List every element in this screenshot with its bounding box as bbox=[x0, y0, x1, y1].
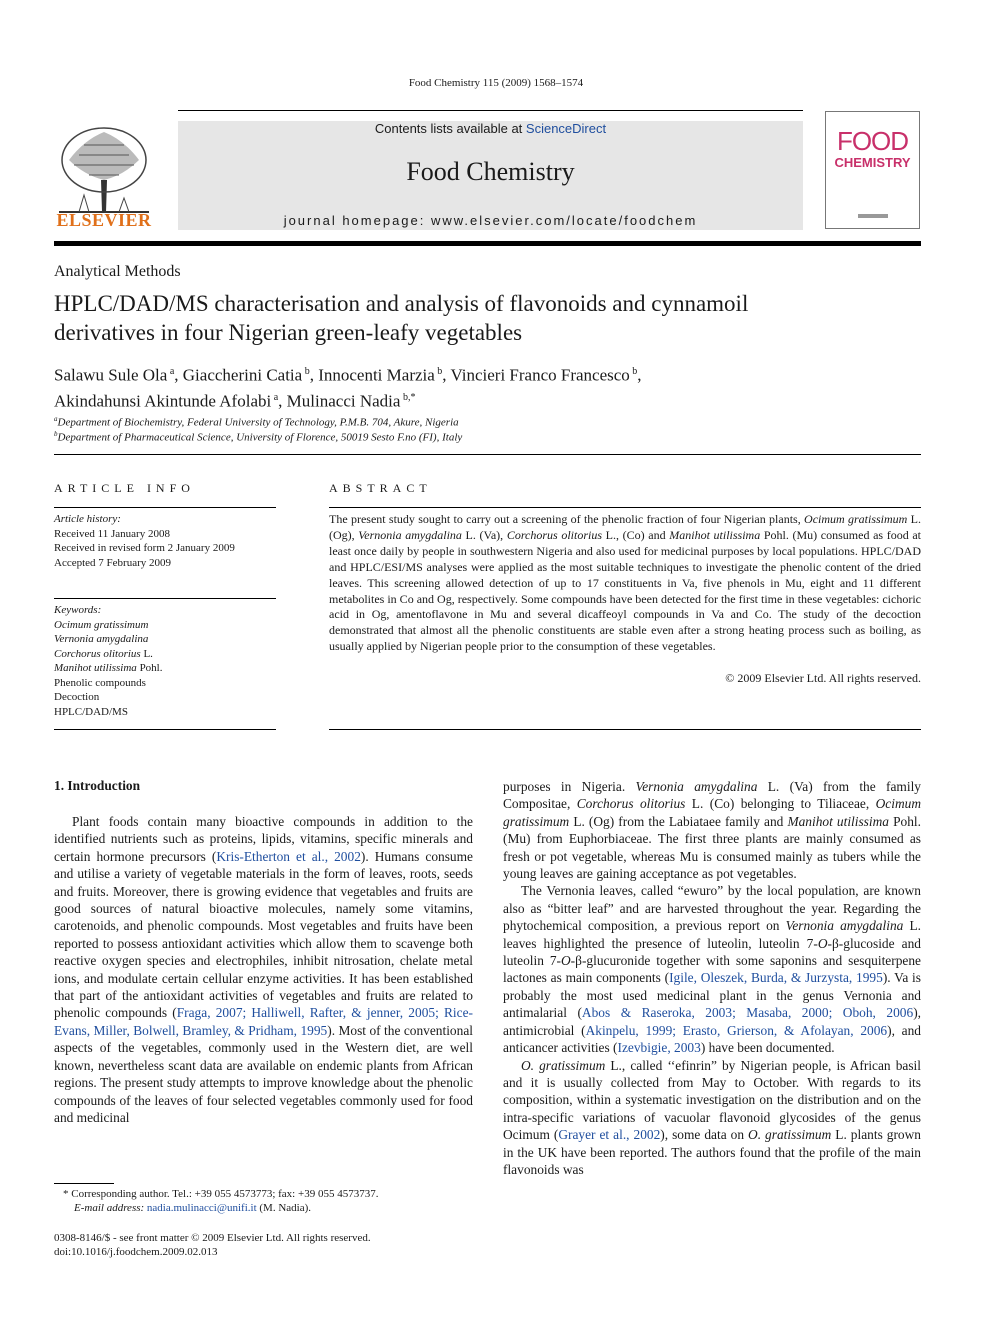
author-name: Salawu Sule Ola bbox=[54, 365, 168, 385]
author-affiliation-mark: a bbox=[271, 391, 279, 403]
body-column-right bbox=[503, 778, 921, 1178]
intro-paragraph-3: O. gratissimum L., called ‘‘efinrin” by Nigerian people, is African basil and it is usually collected from May to October. With regards to its composition, within a systematic investigation on the distribution and on the intra-specific variations of vacuolar flavonoid glycosides of the genus Ocimum (Grayer et al., 2002), some data on O. gratissimum L. plants grown in the UK have been reported. The authors found that the profile of the main flavonoids was bbox=[503, 1057, 921, 1177]
contents-line: Contents lists available at ScienceDirect bbox=[374, 121, 607, 136]
authors-line-2: Akindahunsi Akintunde Afolabi $^a$, Mulinacci Nadia $^{b,*}$ bbox=[54, 391, 416, 411]
issn-line: 0308-8146/$ - see front matter © 2009 Elsevier Ltd. All rights reserved. bbox=[54, 1232, 371, 1244]
author-affiliation-mark: a bbox=[167, 366, 175, 377]
cover-title-food: FOOD bbox=[836, 126, 909, 156]
running-head: Food Chemistry 115 (2009) 1568–1574 bbox=[408, 77, 584, 89]
keywords-rule bbox=[54, 598, 276, 599]
author-affiliation-mark: b bbox=[302, 366, 310, 377]
journal-homepage[interactable]: journal homepage: www.elsevier.com/locate/foodchem bbox=[283, 213, 698, 228]
intro-paragraph-1: Plant foods contain many bioactive compounds in addition to the identified nutrients such as proteins, lipids, vitamins, specific minerals and certain hormone precursors (Kris-Etherton et al., 2002). Humans consume and utilise a variety of vegetable materials in the form of leaves, roots, seeds and fruits. Moreover, there is growing evidence that vegetables and fruits are good sources of natural bioactive molecules, namely some vitamins, carotenoids, and phenolic compounds. Most vegetables and fruits have been reported to possess antioxidant activities which allow them to scavenge both reactive oxygen species and electrophiles, inhibit nitrosation, chelate metal ions, and modulate certain cellular enzyme activities. It has been established that part of the antioxidant activities of vegetables and fruits are related to phenolic compounds (Fraga, 2007; Halliwell, Rafter, & jenner, 2005; Rice-Evans, Miller, Bolwell, Bramley, & Pridham, 1995). Most of the conventional aspects of the vegetables, commonly used in the Western diet, are well known, nevertheless scant data are available on endemic plants from African regions. The present study attempts to improve knowledge about the phenolic compounds of the leaves of four selected vegetables commonly used for food and medicinal bbox=[54, 814, 473, 1125]
doi-line[interactable]: doi:10.1016/j.foodchem.2009.02.013 bbox=[54, 1246, 218, 1258]
body-column-left bbox=[54, 813, 473, 1126]
author-affiliation-mark: b,* bbox=[400, 391, 416, 403]
section-heading-introduction: 1. Introduction bbox=[54, 778, 141, 793]
header-thick-rule bbox=[54, 241, 921, 246]
email-link[interactable]: nadia.mulinacci@unifi.it bbox=[146, 1202, 257, 1214]
author-affiliation-mark: b bbox=[434, 366, 443, 377]
article-title: HPLC/DAD/MS characterisation and analysis of flavonoids and cynnamoil derivatives in four Nigerian green-leafy vegetables bbox=[54, 291, 749, 345]
cover-publisher-icon bbox=[858, 212, 888, 220]
article-section: Analytical Methods bbox=[54, 263, 181, 280]
author-affiliation-mark: b bbox=[629, 366, 638, 377]
title-rule bbox=[54, 454, 921, 455]
author-name: Giaccherini Catia bbox=[182, 365, 303, 385]
intro-paragraph-2: The Vernonia leaves, called “ewuro” by the local population, are known also as “bitter leaf” and are harvested throughout the year. Regarding the phytochemical composition, a previous report on Vernonia amygdalina L. leaves highlighted the presence of luteolin, luteolin 7-O-β-glucoside and luteolin 7-O-β-glucuronide together with some saponins and sesquiterpene lactones as main components (Igile, Oleszek, Burda, & Jurzysta, 1995). Va is probably the most used medicinal plant in the genus Vernonia and antimalarial (Abos & Raseroka, 2003; Masaba, 2000; Oboh, 2006), antimicrobial (Akinpelu, 1999; Erasto, Grierson, & Afolayan, 2006), and anticancer activities (Izevbigie, 2003) have been documented. bbox=[503, 883, 922, 1056]
sciencedirect-link[interactable]: ScienceDirect bbox=[525, 121, 607, 136]
authors-line-1: Salawu Sule Ola $^a$, Giaccherini Catia $^b$, Innocenti Marzia $^b$, Vincieri Franco Francesco $^b$, bbox=[54, 365, 642, 385]
abstract-copyright: © 2009 Elsevier Ltd. All rights reserved. bbox=[725, 671, 921, 685]
abstract-body: The present study sought to carry out a screening of the phenolic fraction of four Nigerian plants, Ocimum gratissimum L. (Og), Vernonia amygdalina L. (Va), Corchorus olitorius L., (Co) and Manihot utilissima Pohl. (Mu) consumed as food at least once daily by people in southwestern Nigeria and also used for medicinal purposes by local populations. HPLC/DAD and HPLC/ESI/MS analyses were applied as the most suitable techniques to investigate the phenolic content of the dried leaves. This screening allowed detection of up to 17 constituents in Va, five phenols in Mu, eight and 11 different metabolites in Co and Og, respectively. Some compounds have been detected for the first time in these vegetables: cichoric acid in Og, amentoflavone in Mu and several dicaffeoyl compounds in Va and Co. The study of the decoction demonstrated that almost all the phenolic constituents are stable even after a strong heating process such as boiling, as usually applied by Nigerian people prior to the consumption of these vegetables. bbox=[329, 512, 922, 654]
footnote-email: E-mail address: nadia.mulinacci@unifi.it (M. Nadia). bbox=[74, 1202, 312, 1214]
article-history: Article history: Received 11 January 2008 Received in revised form 2 January 2009 Accepted 7 February 2009 bbox=[54, 513, 235, 569]
affiliation-b: $^b$Department of Pharmaceutical Science, University of Florence, 50019 Sesto F.no (FI), Italy bbox=[54, 430, 463, 444]
intro-paragraph-1-cont: purposes in Nigeria. Vernonia amygdalina L. (Va) from the family Compositae, Corchorus olitorius L. (Co) belonging to Tiliaceae, Ocimum gratissimum L. (Og) from the Labiataee family and Manihot utilissima Pohl. (Mu) from Euphorbiaceae. The first three plants are mainly consumed as fresh or pot vegetable, whereas Mu is consumed mainly as tubers while the young leaves are gaining acceptance as pot vegetables. bbox=[503, 779, 922, 882]
author-list bbox=[54, 361, 921, 412]
author-name: Vincieri Franco Francesco bbox=[450, 365, 630, 385]
info-rule bbox=[54, 507, 276, 508]
cover-title-chemistry: CHEMISTRY bbox=[834, 155, 911, 170]
elsevier-logo-text: ELSEVIER bbox=[56, 210, 152, 230]
author-name: Innocenti Marzia bbox=[318, 365, 435, 385]
journal-title: Food Chemistry bbox=[406, 157, 575, 186]
info-bottom-rule bbox=[54, 729, 276, 730]
abstract-rule bbox=[329, 507, 921, 508]
author-name: Akindahunsi Akintunde Afolabi bbox=[54, 391, 272, 411]
affiliation-a: $^a$Department of Biochemistry, Federal University of Technology, P.M.B. 704, Akure, Nigeria bbox=[54, 415, 459, 429]
article-info-heading: ARTICLE INFO bbox=[54, 481, 195, 495]
keywords-block: Keywords: Ocimum gratissimum Vernonia amygdalina Corchorus olitorius L. Manihot utilissima Pohl. Phenolic compounds Decoction HPLC/DAD/MS bbox=[54, 604, 163, 718]
abstract-bottom-rule bbox=[329, 729, 921, 730]
author-name: Mulinacci Nadia bbox=[286, 391, 401, 411]
header-rule bbox=[178, 110, 803, 111]
footnote-corresponding: * Corresponding author. Tel.: +39 055 4573773; fax: +39 055 4573737. bbox=[63, 1188, 379, 1200]
abstract-heading: ABSTRACT bbox=[329, 481, 432, 495]
footnote-rule bbox=[54, 1183, 114, 1184]
